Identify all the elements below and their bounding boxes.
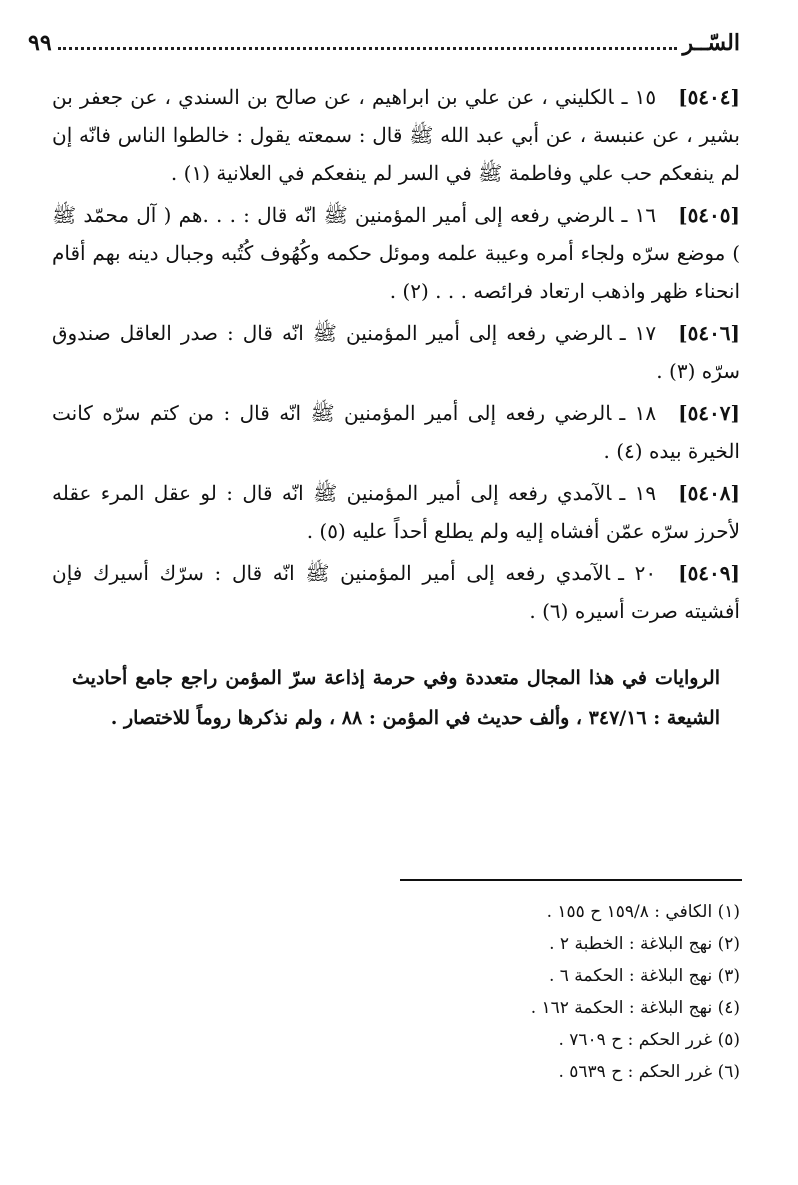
header-dot-leader <box>58 47 677 50</box>
footnote: (٢) نهج البلاغة : الخطبة ٢ . <box>549 934 740 954</box>
entry-text: الرضي رفعه إلى أمير المؤمنين ﷺ انّه قال : من كتم سرّه كانت الخيرة بيده (٤) . <box>52 401 740 463</box>
hadith-entry <box>52 394 740 470</box>
entry-text: الرضي رفعه إلى أمير المؤمنين ﷺ انّه قال : . . .هم ( آل محمّد ﷺ ) موضع سرّه ولجاء أمره وعيبة علمه وموئل حكمه وكُهُوف كُتُبه وجبال دينه بهم أقام انحناء ظهر واذهب ارتعاد فرائصه . . . (٢) . <box>52 203 740 303</box>
entry-id: [٥٤٠٦] <box>678 321 741 345</box>
entry-number: ١٩ ـ <box>619 481 657 505</box>
footnote: (٤) نهج البلاغة : الحكمة ١٦٢ . <box>530 998 740 1018</box>
footnote-separator <box>400 879 742 881</box>
entry-text: الآمدي رفعه إلى أمير المؤمنين ﷺ انّه قال : لو عقل المرء عقله لأحرز سرّه عمّن أفشاه إليه ولم يطلع أحداً عليه (٥) . <box>52 481 740 543</box>
footnote: (٣) نهج البلاغة : الحكمة ٦ . <box>548 966 740 986</box>
entry-text: الرضي رفعه إلى أمير المؤمنين ﷺ انّه قال : صدر العاقل صندوق سرّه (٣) . <box>52 321 740 383</box>
entry-number: ١٧ ـ <box>619 321 657 345</box>
chapter-title: السّــر <box>682 30 740 56</box>
editor-note: الروايات في هذا المجال متعددة وفي حرمة إذاعة سرّ المؤمن راجع جامع أحاديث الشيعة : ٣٤٧/١٦ ، وألف حديث في المؤمن : ٨٨ ، ولم نذكرها روماً للاختصار . <box>72 667 720 729</box>
entry-id: [٥٤٠٨] <box>678 481 741 505</box>
entry-id: [٥٤٠٥] <box>678 203 740 227</box>
footnote: (١) الكافي : ١٥٩/٨ ح ١٥٥ . <box>546 902 740 922</box>
entry-number: ٢٠ ـ <box>618 561 657 585</box>
entry-number: ١٥ ـ <box>621 85 657 109</box>
hadith-entry <box>52 314 740 390</box>
entry-id: [٥٤٠٤] <box>678 85 740 109</box>
entry-number: ١٦ ـ <box>621 203 657 227</box>
entry-number: ١٨ ـ <box>619 401 657 425</box>
page-number: ٩٩ <box>28 30 52 56</box>
footnote: (٦) غرر الحكم : ح ٥٦٣٩ . <box>558 1062 740 1082</box>
entry-text: الآمدي رفعه إلى أمير المؤمنين ﷺ انّه قال : سرّك أسيرك فإن أفشيته صرت أسيره (٦) . <box>52 561 740 623</box>
entry-id: [٥٤٠٩] <box>678 561 740 585</box>
hadith-entry <box>52 78 740 192</box>
footnotes <box>340 896 740 1088</box>
entry-id: [٥٤٠٧] <box>678 401 740 425</box>
hadith-entry <box>52 196 740 310</box>
running-header <box>28 26 740 56</box>
entry-text: الكليني ، عن علي بن ابراهيم ، عن صالح بن السندي ، عن جعفر بن بشير ، عن عنبسة ، عن أبي عبد الله ﷺ قال : سمعته يقول : خالطوا الناس فانّه إن لم ينفعكم حب علي وفاطمة ﷺ في السر لم ينفعكم في العلانية (١) . <box>52 85 740 185</box>
hadith-entry <box>52 554 740 630</box>
page-body <box>52 78 740 738</box>
footnote: (٥) غرر الحكم : ح ٧٦٠٩ . <box>558 1030 740 1050</box>
hadith-entry <box>52 474 740 550</box>
